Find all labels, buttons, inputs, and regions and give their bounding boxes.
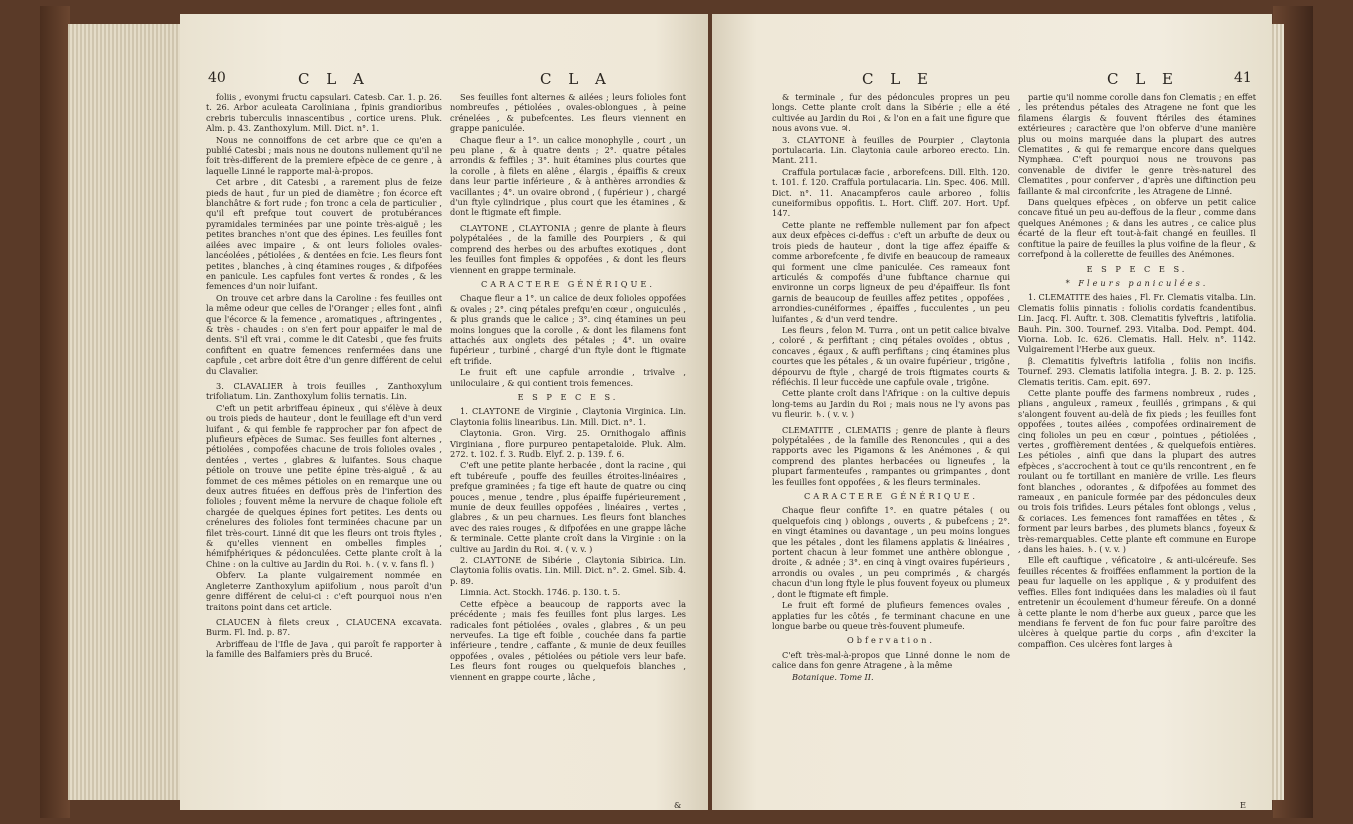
paragraph: partie qu'il nomme corolle dans fon Clematis ; en effet , les prétendus pétales des Atragene ne font que les filamens élargis & fouvent ftériles des étamines extérieures ; caractère que l'on obferve d'une manière plus ou moins marquée dans la plupart des autres Clematites , & qui fe remarque encore dans quelques Nymphæa. C'eft pourquoi nous ne trouvons pas convenable de divifer le genre très-naturel des Clematites , pour conferver , d'après une diftinction peu faillante & mal circonfcrite , les Atragene de Linné. — [1018, 92, 1256, 196]
section-subheading: * Fleurs paniculées. — [1065, 277, 1209, 288]
paragraph: Obferv. La plante vulgairement nommée en Angleterre Zanthoxylum apiifolium , nous paroît d'un genre différent de celui-ci : c'eft pourquoi nous n'en traitons point dans cet article. — [206, 570, 442, 612]
paragraph: On trouve cet arbre dans la Caroline : fes feuilles ont la même odeur que celles de l'Oranger ; elles font , ainfi que l'écorce & la femence , aromatiques , aftringentes , & très - chaudes : on s'en fert pour appaifer le mal de dents. S'il eft vrai , comme le dit Catesbi , que fes fruits confiftent en quatre femences renfermées dans une capfule , cet arbre doit être d'un genre différent de celui du Clavalier. — [206, 292, 442, 376]
catchword-right: E — [1240, 800, 1246, 810]
paragraph: 3. CLAYTONE à feuilles de Pourpier , Claytonia portulacaria. Lin. Claytonia caule arboreo erecto. Lin. Mant. 211. — [772, 134, 1010, 166]
paragraph: Limnia. Act. Stockh. 1746. p. 130. t. 5. — [460, 587, 621, 598]
paragraph: Chaque fleur confifte 1°. en quatre pétales ( ou quelquefois cinq ) oblongs , ouverts , & pubefcens ; 2°. en vingt étamines ou davantage , un peu moins longues que les pétales , dont les filamens applatis & linéaires , portent chacun à leur fommet une anthère oblongue , droite , & adnée ; 3°. en cinq à vingt ovaires fupérieurs , arrondis ou ovales , un peu comprimés , & chargés chacun d'un long ftyle le plus fouvent foyeux ou plumeux , dont le ftigmate eft fimple. — [772, 505, 1010, 599]
left-page — [180, 14, 708, 810]
page-edges-left — [68, 24, 180, 800]
paragraph: CLAUCEN à filets creux , CLAUCENA excavata. Burm. Fl. Ind. p. 87. — [206, 616, 442, 638]
paragraph: Les fleurs , felon M. Turra , ont un petit calice bivalve , coloré , & perfiftant ; cinq pétales ovoïdes , obtus , concaves , égaux , & auffi perfiftans ; cinq étamines plus courtes que les pétales , & un ovaire fupérieur , trigône , dépourvu de ftyle , chargé de trois ftigmates courts & réfléchis. Il leur fuccède une capfule ovale , trigône. — [772, 324, 1010, 387]
catchword-left: & — [674, 800, 682, 810]
paragraph: CLEMATITE , CLEMATIS ; genre de plante à fleurs polypétalées , de la famille des Renoncules , qui a des rapports avec les Pigamons & les Anémones , & qui comprend des plantes herbacées ou ligneufes , la plupart farmenteufes , rampantes ou grimpantes , dont les feuilles font oppofées , & les fleurs terminales. — [772, 424, 1010, 487]
paragraph: C'eft très-mal-à-propos que Linné donne le nom de calice dans fon genre Atragene , à la même — [772, 649, 1010, 671]
section-heading: CARACTERE GÉNÉRIQUE. — [804, 491, 978, 502]
right-column-1 — [772, 92, 1010, 683]
running-head-right-1: C L E — [862, 70, 934, 88]
paragraph: Claytonia. Gron. Virg. 25. Ornithogalo affinis Virginiana , flore purpureo pentapetaloide. Pluk. Alm. 272. t. 102. f. 3. Rudb. Elyf. 2. p. 139. f. 6. — [450, 428, 686, 459]
section-heading: E S P E C E S. — [1086, 263, 1188, 274]
book — [40, 6, 1313, 818]
paragraph: CLAYTONE , CLAYTONIA ; genre de plante à fleurs polypétalées , de la famille des Pourpiers , & qui comprend des herbes ou des arbuftes exotiques , dont les feuilles font fimples & oppofées , & dont les fleurs viennent en grappe terminale. — [450, 222, 686, 275]
page-edges-right — [1272, 24, 1284, 800]
cover-left — [40, 6, 70, 818]
paragraph: Cette plante ne reffemble nullement par fon afpect aux deux efpèces ci-deffus : c'eft un arbufte de deux ou trois pieds de hauteur , dont la tige affez épaiffe & comme arborefcente , fe divife en beaucoup de rameaux qui forment une cîme paniculée. Ces rameaux font articulés & compofés d'une fubftance charnue qui environne un corps ligneux de peu d'épaiffeur. Ils font garnis de beaucoup de feuilles affez petites , oppofées , arrondies-cunéiformes , épaiffes , fucculentes , un peu luifantes , & d'un verd tendre. — [772, 219, 1010, 324]
paragraph: β. Clematitis fylveftris latifolia , foliis non incifis. Tournef. 293. Clematis latifolia integra. J. B. 2. p. 125. Clematis teritis. Cam. epit. 697. — [1018, 355, 1256, 387]
paragraph: 1. CLEMATITE des haies , Fl. Fr. Clematis vitalba. Lin. Clematis foliis pinnatis : foliolis cordatis fcandentibus. Lin. Jacq. Fl. Auftr. t. 308. Clematitis fylveftris , latifolia. Bauh. Pin. 300. Tournef. 293. Vitalba. Dod. Pempt. 404. Viorna. Lob. Ic. 626. Clematis. Hall. Helv. n°. 1142. Vulgairement l'Herbe aux gueux. — [1018, 292, 1256, 355]
paragraph: Cette plante croît dans l'Afrique : on la cultive depuis long-tems au Jardin du Roi ; mais nous ne l'y avons pas vu fleurir. ♄. ( v. v. ) — [772, 388, 1010, 420]
paragraph: Le fruit eft formé de plufieurs femences ovales , applaties fur les côtés , fe terminant chacune en une longue barbe ou queue très-fouvent plumeufe. — [772, 600, 1010, 631]
paragraph: Nous ne connoiffons de cet arbre que ce qu'en a publié Catesbi ; mais nous ne doutons nullement qu'il ne foit très-different de la premiere efpèce de ce genre , à laquelle Linné le rapporte mal-à-propos. — [206, 134, 442, 176]
page-number-left: 40 — [208, 70, 226, 86]
paragraph: Le fruit eft une capfule arrondie , trivalve , uniloculaire , & qui contient trois femences. — [450, 367, 686, 388]
right-column-2 — [1018, 92, 1256, 650]
paragraph: Craffula portulacæ facie , arborefcens. Dill. Elth. 120. t. 101. f. 120. Craffula portulacaria. Lin. Spec. 406. Mill. Dict. n°. 11. Anacampferos caule arboreo , foliis cuneiformibus oppofitis. L. Hort. Cliff. 207. Hort. Upf. 147. — [772, 166, 1010, 219]
right-page — [712, 14, 1272, 810]
paragraph: 3. CLAVALIER à trois feuilles , Zanthoxylum trifoliatum. Lin. Zanthoxylum foliis ternatis. Lin. — [206, 380, 442, 402]
paragraph: Elle eft cauftique , véficatoire , & anti-ulcéreufe. Ses feuilles récentes & froiffées enflamment la portion de la peau fur laquelle on les applique , & y produifent des veffies. Elles font indiquées dans les maladies où il faut entretenir un écoulement d'humeur féreufe. On a donné à cette plante le nom d'herbe aux gueux , parce que les mendians fe fervent de fon fuc pour faire paroître des ulcères à quelque partie du corps , afin d'exciter la compaffion. Ces ulcères font larges à — [1018, 555, 1256, 649]
paragraph: Arbriffeau de l'Ifle de Java , qui paroît fe rapporter à la famille des Balfamiers près du Brucé. — [206, 638, 442, 660]
section-heading: Obfervation. — [847, 635, 935, 646]
running-head-left-2: C L A — [540, 70, 612, 88]
page-footer: Botanique. Tome II. — [792, 671, 874, 682]
section-heading: E S P E C E S. — [517, 391, 619, 402]
paragraph: Cette efpèce a beaucoup de rapports avec la précédente ; mais fes feuilles font plus larges. Les radicales font pétiolées , ovales , glabres , & un peu nerveufes. La tige eft foible , couchée dans fa partie inférieure , tendre , caffante , & munie de deux feuilles oppofées , ovales , pétiolées ou pétiole vers leur bafe. Les fleurs font rouges ou quelquefois blanches , viennent en grappe courte , lâche , — [450, 598, 686, 682]
running-head-right-2: C L E — [1107, 70, 1179, 88]
paragraph: Ses feuilles font alternes & ailées ; leurs folioles font nombreufes , pétiolées , ovales-oblongues , à peine crénelées , & pubefcentes. Les fleurs viennent en grappe paniculée. — [450, 92, 686, 134]
paragraph: 2. CLAYTONE de Sibérie , Claytonia Sibirica. Lin. Claytonia foliis ovatis. Lin. Mill. Dict. n°. 2. Gmel. Sib. 4. p. 89. — [450, 555, 686, 586]
left-column-1 — [206, 92, 442, 661]
paragraph: C'eft un petit arbriffeau épineux , qui s'élève à deux ou trois pieds de hauteur , dont le feuillage eft d'un verd luifant , & qui femble fe rapprocher par fon afpect de plufieurs efpèces de Sumac. Ses feuilles font alternes , pétiolées , compofées chacune de trois folioles ovales , dentées , vertes , glabres & luifantes. Sous chaque pétiole on trouve une petite épine très-aiguë , & au fommet de ces mêmes pétioles on en remarque une ou deux autres fituées en deffous près de l'infertion des folioles ; fouvent même la nervure de chaque foliole eft chargée de quelques épines fort petites. Les dents ou crénelures des folioles font terminées chacune par un filet très-court. Linné dit que les fleurs ont trois ftyles , & qu'elles viennent en ombelles fimples , hémifphériques & pédonculées. Cette plante croît à la Chine : on la cultive au Jardin du Roi. ♄. ( v. v. fans fl. ) — [206, 402, 442, 569]
paragraph: Chaque fleur a 1°. un calice de deux folioles oppofées & ovales ; 2°. cinq pétales prefqu'en cœur , onguiculés , & plus grands que le calice ; 3°. cinq étamines un peu moins longues que la corolle , & dont les filamens font attachés aux onglets des pétales ; 4°. un ovaire fupérieur , turbiné , chargé d'un ftyle dont le ftigmate eft trifide. — [450, 293, 686, 366]
paragraph: & terminale , fur des pédoncules propres un peu longs. Cette plante croît dans la Sibérie ; elle a été cultivée au Jardin du Roi , & l'on en a fait une figure que nous avons vue. ♃. — [772, 92, 1010, 134]
paragraph: foliis , evonymi fructu capsulari. Catesb. Car. 1. p. 26. t. 26. Arbor aculeata Caroliniana , fpinis grandioribus crebris tuberculis innascentibus , cortice urens. Pluk. Alm. p. 43. Zanthoxylum. Mill. Dict. n°. 1. — [206, 92, 442, 134]
paragraph: Dans quelques efpèces , on obferve un petit calice concave fitué un peu au-deffous de la fleur , comme dans quelques Anémones ; & dans les autres , ce calice plus écarté de la fleur eft tout-à-fait changé en feuilles. Il conftitue la paire de feuilles la plus voifine de la fleur , & correfpond à la collerette de feuilles des Anémones. — [1018, 197, 1256, 260]
paragraph: 1. CLAYTONE de Virginie , Claytonia Virginica. Lin. Claytonia foliis linearibus. Lin. Mill. Dict. n°. 1. — [450, 406, 686, 427]
page-number-right: 41 — [1234, 70, 1252, 86]
running-head-left-1: C L A — [298, 70, 370, 88]
left-column-2 — [450, 92, 686, 683]
section-heading: CARACTERE GÉNÉRIQUE. — [481, 278, 655, 289]
paragraph: C'eft une petite plante herbacée , dont la racine , qui eft tubéreufe , pouffe des feuilles étroites-linéaires , prefque graminées ; fa tige eft haute de quatre ou cinq pouces , menue , tendre , plus épaiffe fupérieurement , munie de deux feuilles oppofées , linéaires , vertes , glabres , & un peu charnues. Les fleurs font blanches avec des raies rouges , & difpofées en une grappe lâche & terminale. Cette plante croît dans la Virginie : on la cultive au Jardin du Roi. ♃. ( v. v. ) — [450, 460, 686, 554]
paragraph: Chaque fleur a 1°. un calice monophylle , court , un peu plane , & à quatre dents ; 2°. quatre pétales arrondis & feffiles ; 3°. huit étamines plus courtes que la corolle , à filets en alêne , élargis , épaiffis & creux dans leur partie inférieure , & à anthères arrondies & vacillantes ; 4°. un ovaire obrond , ( fupérieur ) , chargé d'un ftyle cylindrique , plus court que les étamines , & dont le ftigmate eft fimple. — [450, 134, 686, 218]
paragraph: Cet arbre , dit Catesbi , a rarement plus de feize pieds de haut , fur un pied de diamètre ; fon écorce eft blanchâtre & fort rude ; fon tronc a cela de particulier , qu'il eft prefque tout couvert de protubérances pyramidales terminées par une pointe très-aiguë ; les petites branches n'ont que des épines. Les feuilles font ailées avec impaire , & ont leurs folioles ovales-lancéolées , pétiolées , & dentées en fcie. Les fleurs font petites , blanches , à cinq étamines rouges , & difpofées en panicule. Les capfules font vertes & rondes , & les femences d'un noir luifant. — [206, 177, 442, 292]
paragraph: Cette plante pouffe des farmens nombreux , rudes , plians , anguleux , rameux , feuillés , grimpans , & qui s'alongent fouvent au-delà de fix pieds ; les feuilles font oppofées , toutes ailées , compofées ordinairement de cinq folioles un peu en cœur , pointues , pétiolées , vertes , groffièrement dentées , & quelquefois entières. Les pétioles , ainfi que dans la plupart des autres efpèces , s'accrochent à tout ce qu'ils rencontrent , en fe roulant ou fe tortillant en manière de vrille. Les fleurs font blanches , odorantes , & difpofées au fommet des rameaux , en panicule formée par des pédoncules deux ou trois fois trifides. Leurs pétales font oblongs , velus , & coriaces. Les femences font ramaffées en têtes , & forment par leurs barbes , des plumets blancs , foyeux & très-remarquables. Cette plante eft commune en Europe , dans les haies. ♄. ( v. v. ) — [1018, 387, 1256, 555]
